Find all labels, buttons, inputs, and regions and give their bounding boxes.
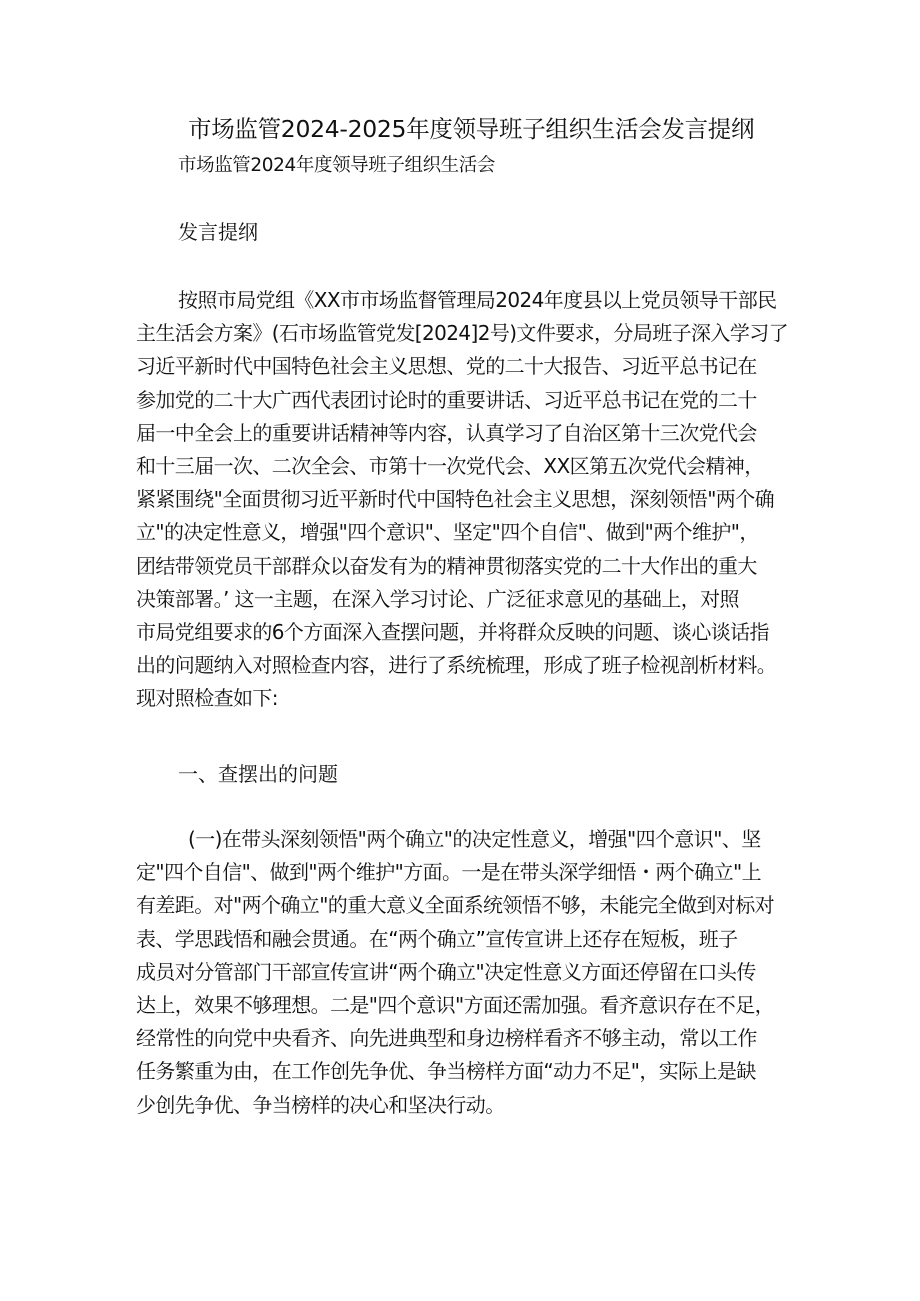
paragraph-line: 市局党组要求的6个方面深入查摆问题，并将群众反映的问题、谈心谈话指 [136,620,769,645]
paragraph-line: 出的问题纳入对照检查内容，进行了系统梳理，形成了班子检视剖析材料。 [136,653,777,678]
paragraph-line: 经常性的向党中央看齐、向先进典型和身边榜样看齐不够主动，常以工作 [136,1026,757,1051]
paragraph-line: 团结带领党员干部群众以奋发有为的精神贯彻落实党的二十大作出的重大 [136,553,757,578]
intro-paragraph [136,284,789,716]
paragraph-line: 少创先争优、争当榜样的决心和坚决行动。 [136,1092,505,1117]
document-title: 市场监管2024-2025年度领导班子组织生活会发言提纲 [188,115,755,143]
paragraph-line: 立"的决定性意义，增强"四个意识"、坚定"四个自信"、做到"两个维护"， [136,520,759,545]
paragraph-line: 有差距。对"两个确立"的重大意义全面系统领悟不够，未能完全做到对标对 [136,893,774,918]
paragraph-line: 和十三届一次、二次全会、市第十一次党代会、XX区第五次党代会精神， [136,454,764,479]
document-subtitle: 市场监管2024年度领导班子组织生活会 [178,155,495,176]
paragraph-line: 决策部署。’ 这一主题，在深入学习讨论、广泛征求意见的基础上，对照 [136,586,739,611]
paragraph-line: 现对照检查如下: [136,686,278,711]
paragraph-line: 紧紧围绕"全面贯彻习近平新时代中国特色社会主义思想，深刻领悟"两个确 [136,487,774,512]
paragraph-line: 任务繁重为由，在工作创先争优、争当榜样方面“动力不足"，实际上是缺 [136,1059,756,1084]
paragraph-line: 届一中全会上的重要讲话精神等内容，认真学习了自治区第十三次党代会 [136,420,757,445]
paragraph-line: 主生活会方案》(石市场监管党发[2024]2号)文件要求，分局班子深入学习了 [136,321,789,346]
paragraph-line: 成员对分管部门干部宣传宣讲“两个确立"决定性意义方面还停留在口头传 [136,959,756,984]
paragraph-line: 参加党的二十大广西代表团讨论时的重要讲话、习近平总书记在党的二十 [136,387,757,412]
paragraph-line: 表、学思践悟和融会贯通。在“两个确立”宣传宣讲上还存在短板，班子 [136,926,738,951]
paragraph-line: (一)在带头深刻领悟"两个确立"的决定性意义，增强"四个意识"、坚 [188,827,761,851]
issues-paragraph [136,823,786,1122]
paragraph-line: 定"四个自信"、做到"两个维护"方面。一是在带头深学细悟・两个确立"上 [136,860,761,885]
paragraph-line: 达上，效果不够理想。二是"四个意识"方面还需加强。看齐意识存在不足， [136,993,774,1018]
paragraph-line: 习近平新时代中国特色社会主义思想、党的二十大报告、习近平总书记在 [136,354,757,379]
section-heading: 一、查摆出的问题 [178,762,338,786]
paragraph-line: 按照市局党组《XX市市场监督管理局2024年度县以上党员领导干部民 [178,288,777,312]
speech-outline-label: 发言提纲 [178,220,258,244]
